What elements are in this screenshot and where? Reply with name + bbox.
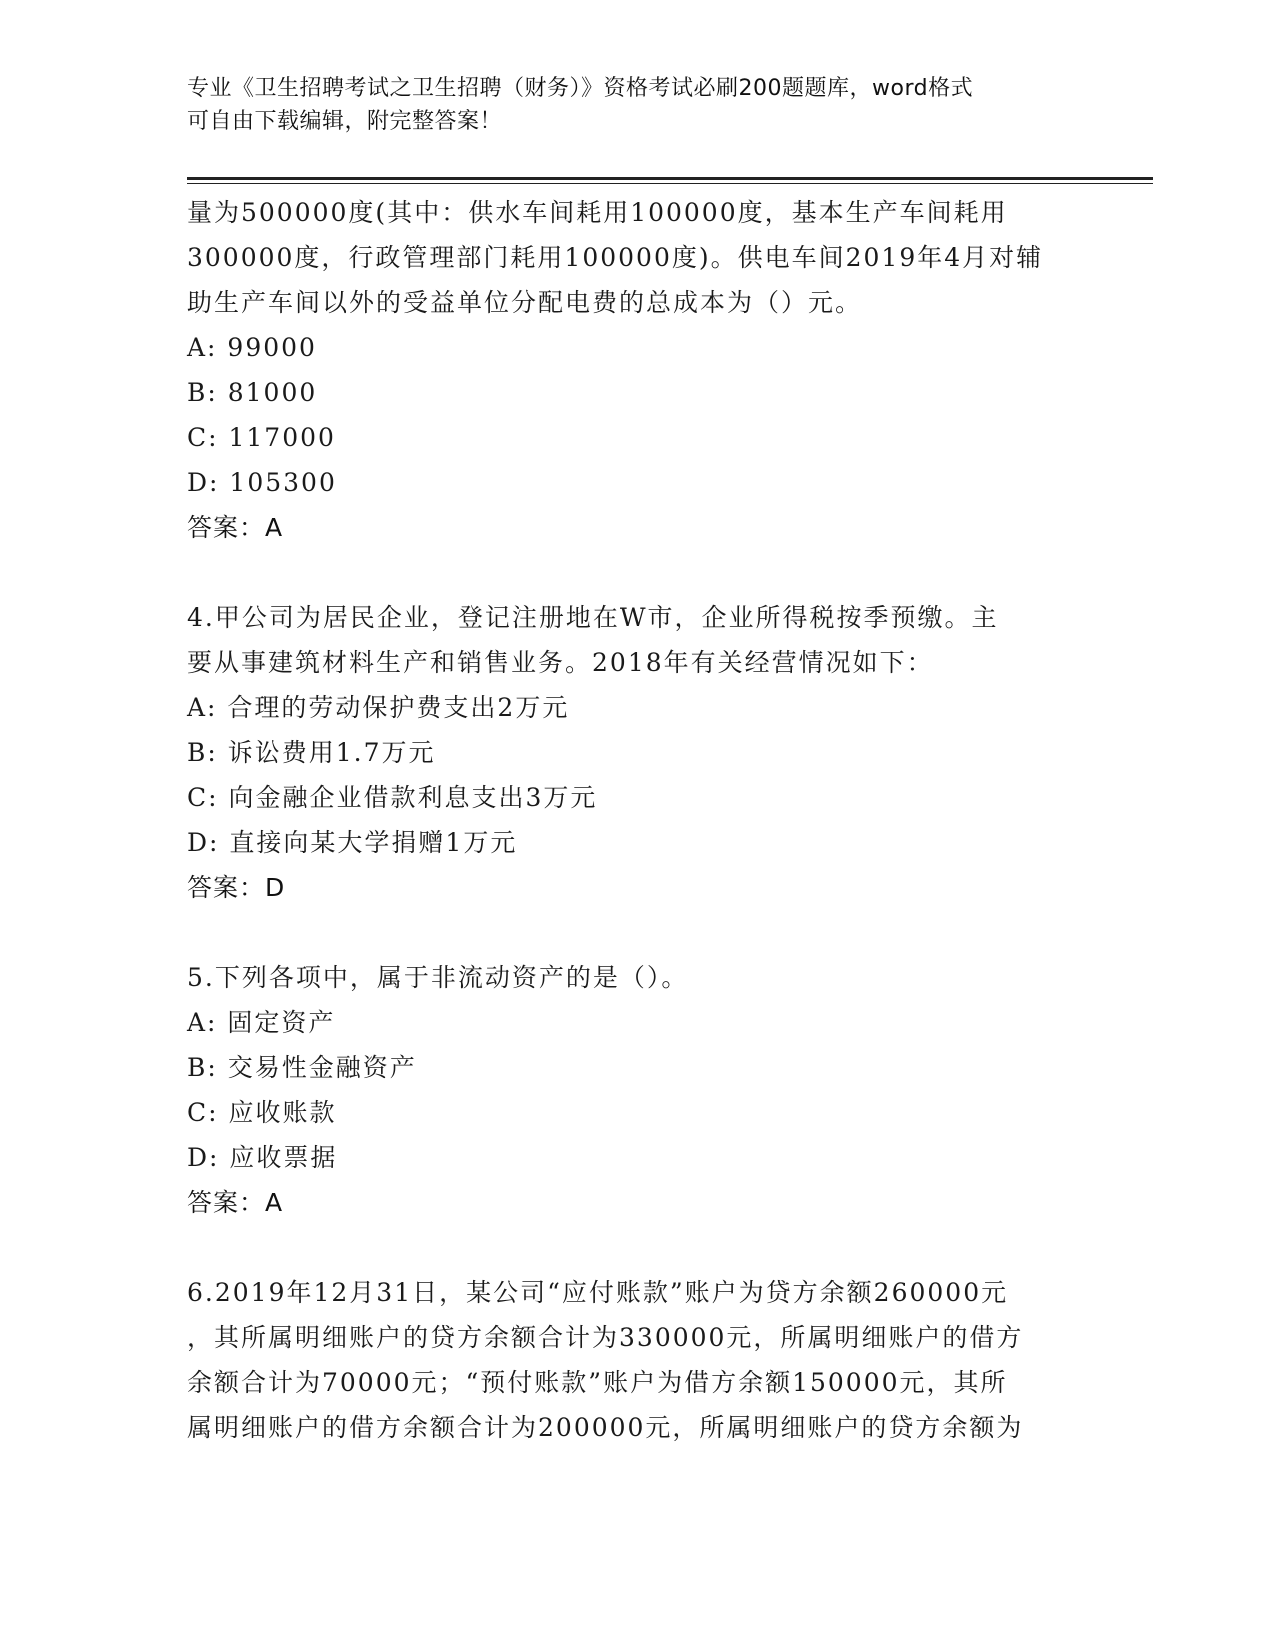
answer-line: 答案：A xyxy=(187,1188,284,1217)
option-b: B: 交易性金融资产 xyxy=(187,1053,417,1082)
answer-line: 答案：A xyxy=(187,513,284,542)
question-stem-line: 要从事建筑材料生产和销售业务。2018年有关经营情况如下： xyxy=(187,648,934,677)
spacer xyxy=(187,1225,1087,1270)
option-c: C: 向金融企业借款利息支出3万元 xyxy=(187,783,598,812)
question-stem-line: 量为500000度(其中：供水车间耗用100000度，基本生产车间耗用 xyxy=(187,198,1008,227)
header-divider-thin xyxy=(187,183,1153,184)
header-divider-thick xyxy=(187,177,1153,180)
question-stem-line: 6.2019年12月31日，某公司“应付账款”账户为贷方余额260000元 xyxy=(187,1278,1009,1307)
question-stem-line: 助生产车间以外的受益单位分配电费的总成本为（）元。 xyxy=(187,288,863,317)
question-6 xyxy=(187,1270,1087,1450)
question-stem-line: ，其所属明细账户的贷方余额合计为330000元，所属明细账户的借方 xyxy=(187,1323,1024,1352)
question-content xyxy=(187,190,1087,1450)
answer-line: 答案：D xyxy=(187,873,286,902)
option-c: C: 应收账款 xyxy=(187,1098,337,1127)
option-d: D: 应收票据 xyxy=(187,1143,338,1172)
option-b: B: 诉讼费用1.7万元 xyxy=(187,738,436,767)
option-b: B: 81000 xyxy=(187,378,318,407)
option-d: D: 直接向某大学捐赠1万元 xyxy=(187,828,518,857)
option-c: C: 117000 xyxy=(187,423,336,452)
question-stem-line: 300000度，行政管理部门耗用100000度)。供电车间2019年4月对辅 xyxy=(187,243,1044,272)
option-a: A: 99000 xyxy=(187,333,317,362)
question-stem-line: 属明细账户的借方余额合计为200000元，所属明细账户的贷方余额为 xyxy=(187,1413,1024,1442)
question-stem-line: 余额合计为70000元；“预付账款”账户为借方余额150000元，其所 xyxy=(187,1368,1008,1397)
option-d: D: 105300 xyxy=(187,468,337,497)
header-line-1: 专业《卫生招聘考试之卫生招聘（财务）》资格考试必刷200题题库，word格式 xyxy=(187,76,974,101)
option-a: A: 合理的劳动保护费支出2万元 xyxy=(187,693,570,722)
spacer xyxy=(187,910,1087,955)
header-line-2: 可自由下载编辑，附完整答案！ xyxy=(187,109,503,134)
document-header xyxy=(187,72,1067,138)
question-stem-line: 4.甲公司为居民企业，登记注册地在W市，企业所得税按季预缴。主 xyxy=(187,603,999,632)
spacer xyxy=(187,550,1087,595)
question-stem-line: 5.下列各项中，属于非流动资产的是（）。 xyxy=(187,963,689,992)
question-5 xyxy=(187,955,1087,1225)
option-a: A: 固定资产 xyxy=(187,1008,336,1037)
question-3 xyxy=(187,190,1087,550)
question-4 xyxy=(187,595,1087,910)
